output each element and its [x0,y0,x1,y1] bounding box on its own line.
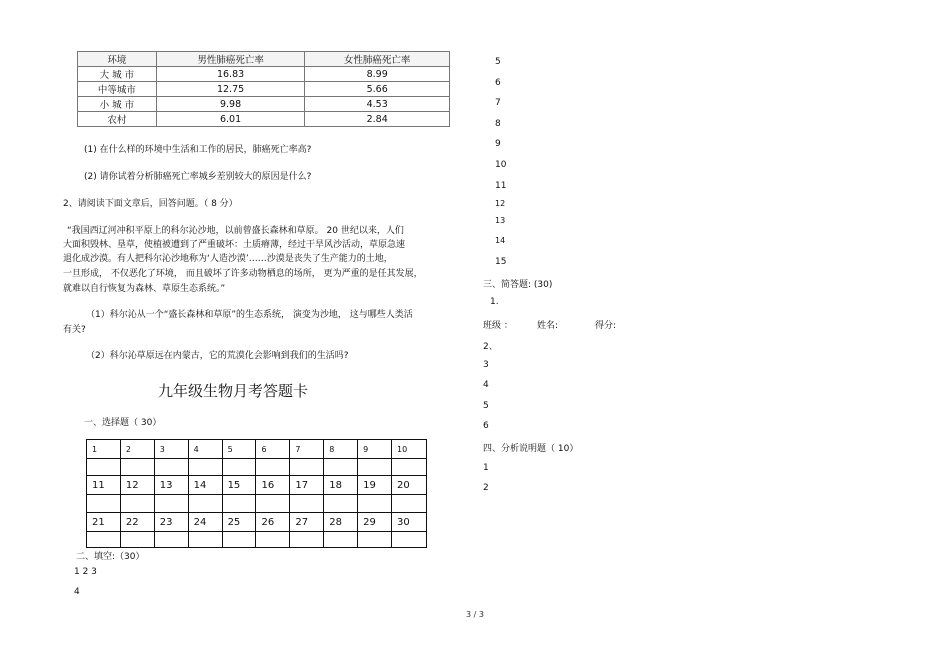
question-number-cell: 21 [87,513,121,532]
answer-cell[interactable] [392,495,427,513]
table-cell: 6.01 [156,112,305,127]
answer-cell[interactable] [324,532,358,548]
answer-cell[interactable] [358,459,392,476]
question-number-cell: 9 [358,440,392,459]
answer-cell[interactable] [87,459,121,476]
answer-card-title: 九年级生物月考答题卡 [158,382,309,400]
passage-line: 退化成沙漠。有人把科尔沁沙地称为‘人造沙漠’……沙漠是丧失了生产能力的土地， [63,254,393,264]
answer-cell[interactable] [154,459,188,476]
question-number-cell: 30 [392,513,427,532]
answer-number: 5 [495,57,501,67]
page-number: 3 / 3 [466,610,484,619]
answer-cell[interactable] [120,495,154,513]
answer-cell[interactable] [120,532,154,548]
answer-number: 6 [495,78,501,88]
question-number-cell: 1 [87,440,121,459]
answer-cell[interactable] [392,459,427,476]
table-cell: 小 城 市 [78,97,157,112]
answer-row [87,532,427,548]
question-number-cell: 5 [222,440,256,459]
question-number-cell: 22 [120,513,154,532]
short-answer-item: 4 [483,380,489,390]
answer-row [87,495,427,513]
question-number-cell: 13 [154,476,188,495]
lung-cancer-table [77,51,450,127]
question-2-sub-1: （1）科尔沁从一个“盛长森林和草原”的生态系统， 演变为沙地， 这与哪些人类活 [86,310,413,320]
answer-cell[interactable] [358,532,392,548]
question-number-cell: 7 [290,440,324,459]
question-number-cell: 27 [290,513,324,532]
answer-row [87,459,427,476]
question-number-cell: 19 [358,476,392,495]
answer-cell[interactable] [256,532,290,548]
table-header-cell: 男性肺癌死亡率 [156,52,305,67]
question-number-cell: 17 [290,476,324,495]
passage-line: 一旦形成， 不仅恶化了环境， 而且破坏了许多动物栖息的场所， 更为严重的是任其发展， [63,269,423,279]
table-row [78,112,450,127]
table-cell: 8.99 [305,67,450,82]
question-1-sub-1: (1) 在什么样的环境中生活和工作的居民，肺癌死亡率高? [84,145,312,155]
answer-cell[interactable] [290,495,324,513]
table-cell: 中等城市 [78,82,157,97]
score-label: 得分: [595,321,617,331]
answer-number: 14 [495,236,506,245]
name-label: 姓名: [537,321,559,331]
short-answer-item: 3 [483,360,489,370]
answer-number: 7 [495,98,501,108]
question-number-cell: 15 [222,476,256,495]
short-answer-title: 三、简答题: (30) [483,280,553,290]
answer-cell[interactable] [154,532,188,548]
analysis-item: 2 [483,483,489,493]
short-answer-item: 5 [483,401,489,411]
answer-cell[interactable] [324,459,358,476]
table-row [87,440,427,459]
table-row [78,67,450,82]
class-label: 班级 ： [483,321,513,331]
table-cell: 12.75 [156,82,305,97]
question-number-cell: 20 [392,476,427,495]
answer-cell[interactable] [256,459,290,476]
answer-number: 12 [495,199,506,208]
short-answer-item: 6 [483,421,489,431]
question-number-cell: 18 [324,476,358,495]
question-number-cell: 14 [188,476,222,495]
answer-cell[interactable] [188,532,222,548]
table-row [78,82,450,97]
short-answer-item: 2、 [483,342,498,352]
answer-cell[interactable] [256,495,290,513]
question-number-cell: 10 [392,440,427,459]
question-2-title: 2、请阅读下面文章后，回答问题。（ 8 分） [63,199,238,209]
answer-number: 9 [495,139,501,149]
table-row [87,476,427,495]
answer-cell[interactable] [222,532,256,548]
question-number-cell: 6 [256,440,290,459]
table-cell: 4.53 [305,97,450,112]
table-row [87,513,427,532]
fill-blank-line: 4 [74,587,80,597]
question-2-sub-2: （2）科尔沁草原远在内蒙古，它的荒漠化会影响到我们的生活吗? [86,351,349,361]
fill-blank-title: 二、填空:（30） [76,552,145,562]
table-cell: 2.84 [305,112,450,127]
answer-number: 15 [495,257,507,267]
answer-cell[interactable] [222,495,256,513]
table-cell: 大 城 市 [78,67,157,82]
question-1-sub-2: (2) 请你试着分析肺癌死亡率城乡差别较大的原因是什么? [84,172,312,182]
table-header-cell: 环境 [78,52,157,67]
answer-cell[interactable] [222,459,256,476]
passage-line: 就难以自行恢复为森林、草原生态系统。” [63,284,226,294]
question-number-cell: 16 [256,476,290,495]
passage-line: “我国西辽河冲积平原上的科尔沁沙地，以前曾盛长森林和草原。 20 世纪以来，人们 [67,226,404,236]
question-number-cell: 26 [256,513,290,532]
answer-number: 8 [495,119,501,129]
table-cell: 农村 [78,112,157,127]
answer-cell[interactable] [392,532,427,548]
answer-cell[interactable] [358,495,392,513]
question-2-sub-1-continued: 有关? [63,325,86,335]
passage-line: 大面积毁林、垦草，使植被遭到了严重破坏：土质瘠薄，经过干旱风沙活动，草原急速 [63,240,406,250]
question-number-cell: 28 [324,513,358,532]
question-number-cell: 25 [222,513,256,532]
short-answer-item: 1. [490,297,499,307]
answer-cell[interactable] [120,459,154,476]
question-number-cell: 3 [154,440,188,459]
choice-section-title: 一、选择题（ 30） [84,418,162,428]
answer-cell[interactable] [290,459,324,476]
answer-number: 10 [495,160,507,170]
question-number-cell: 29 [358,513,392,532]
answer-cell[interactable] [188,459,222,476]
table-header-row [78,52,450,67]
question-number-cell: 8 [324,440,358,459]
answer-cell[interactable] [188,495,222,513]
answer-number: 13 [495,216,506,225]
table-cell: 5.66 [305,82,450,97]
answer-cell[interactable] [154,495,188,513]
choice-answer-grid [86,439,427,548]
question-number-cell: 4 [188,440,222,459]
table-row [78,97,450,112]
answer-cell[interactable] [87,532,121,548]
analysis-title: 四、分析说明题（ 10） [483,444,579,454]
table-cell: 9.98 [156,97,305,112]
question-number-cell: 11 [87,476,121,495]
answer-cell[interactable] [324,495,358,513]
table-cell: 16.83 [156,67,305,82]
question-number-cell: 2 [120,440,154,459]
answer-cell[interactable] [87,495,121,513]
question-number-cell: 23 [154,513,188,532]
analysis-item: 1 [483,463,489,473]
fill-blank-line: 1 2 3 [74,567,97,577]
answer-cell[interactable] [290,532,324,548]
table-header-cell: 女性肺癌死亡率 [305,52,450,67]
question-number-cell: 12 [120,476,154,495]
answer-number: 11 [495,181,507,191]
question-number-cell: 24 [188,513,222,532]
